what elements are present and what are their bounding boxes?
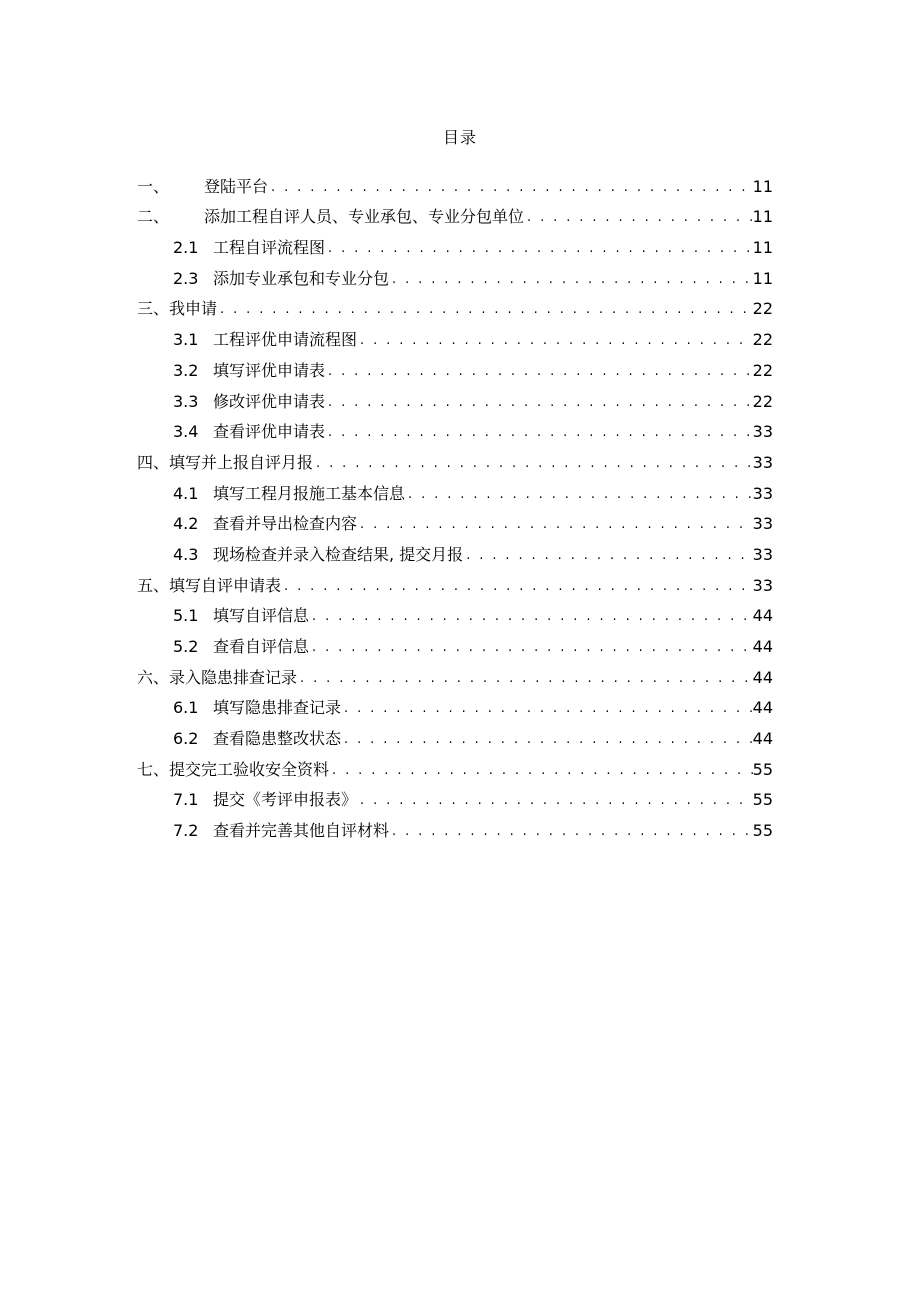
toc-entry-number: 七、 — [137, 759, 170, 779]
toc-entry-number: 3.2 — [173, 360, 199, 380]
toc-entry[interactable] — [137, 383, 773, 414]
toc-entry-label: 添加工程自评人员、专业承包、专业分包单位 — [204, 207, 525, 227]
toc-entry-label: 查看并导出检查内容 — [213, 514, 358, 534]
toc-entry[interactable] — [137, 199, 773, 230]
toc-entry-number: 5.1 — [173, 606, 199, 626]
toc-entry-label: 填写隐患排查记录 — [213, 698, 342, 718]
toc-dot-leader — [325, 361, 753, 383]
toc-entry[interactable] — [137, 782, 773, 813]
toc-dot-leader — [405, 484, 753, 506]
toc-entry[interactable] — [137, 321, 773, 352]
toc-entry-number: 五、 — [137, 575, 170, 595]
toc-entry-page-number: 22 — [752, 360, 773, 380]
toc-entry-label: 修改评优申请表 — [213, 391, 326, 411]
toc-entry-label: 查看评优申请表 — [213, 422, 326, 442]
toc-dot-leader — [357, 330, 753, 352]
toc-dot-leader — [341, 729, 753, 751]
toc-dot-leader — [309, 637, 753, 659]
toc-entry-page-number: 55 — [752, 790, 773, 810]
toc-entry-number: 3.4 — [173, 422, 199, 442]
toc-dot-leader — [313, 453, 753, 475]
toc-entry-page-number: 33 — [752, 544, 773, 564]
toc-entry-label: 查看隐患整改状态 — [213, 729, 342, 749]
toc-entry[interactable] — [137, 598, 773, 629]
toc-entry-number: 四、 — [137, 452, 170, 472]
toc-entry-page-number: 11 — [752, 268, 773, 288]
toc-entry-number: 5.2 — [173, 637, 199, 656]
toc-dot-leader — [297, 668, 753, 690]
toc-entry[interactable] — [137, 536, 773, 567]
toc-entry-number: 2.1 — [173, 238, 199, 258]
toc-entry[interactable] — [137, 690, 773, 721]
toc-entry-page-number: 44 — [752, 637, 773, 656]
toc-dot-leader — [389, 821, 753, 843]
toc-entry-page-number: 33 — [752, 514, 773, 534]
toc-dot-leader — [281, 576, 753, 598]
toc-entry-page-number: 22 — [752, 330, 773, 350]
toc-entry-label: 查看自评信息 — [213, 637, 310, 656]
toc-dot-leader — [325, 392, 753, 414]
toc-entry[interactable] — [137, 812, 773, 843]
toc-entry[interactable] — [137, 720, 773, 751]
toc-entry-page-number: 44 — [752, 698, 773, 718]
toc-entry[interactable] — [137, 628, 773, 659]
toc-entry-label: 我申请 — [169, 299, 218, 319]
toc-dot-leader — [217, 299, 753, 321]
toc-entry[interactable] — [137, 659, 773, 690]
toc-entry-page-number: 22 — [752, 391, 773, 411]
toc-dot-leader — [309, 606, 753, 628]
toc-entry-number: 4.3 — [173, 544, 199, 564]
toc-entry-page-number: 33 — [752, 483, 773, 503]
toc-entry-page-number: 33 — [752, 452, 773, 472]
toc-entry-page-number: 11 — [752, 207, 773, 227]
toc-entry-page-number: 33 — [752, 575, 773, 595]
toc-dot-leader — [463, 545, 752, 567]
toc-entry-page-number: 33 — [752, 422, 773, 442]
toc-entry-page-number: 44 — [752, 606, 773, 626]
toc-entry[interactable] — [137, 444, 773, 475]
toc-dot-leader — [524, 207, 753, 229]
toc-entry-number: 二、 — [137, 207, 170, 227]
toc-dot-leader — [268, 177, 753, 199]
toc-entry-label: 提交《考评申报表》 — [213, 790, 358, 810]
toc-entry[interactable] — [137, 291, 773, 322]
toc-entry-label: 工程自评流程图 — [213, 238, 326, 258]
toc-entry-number: 7.2 — [173, 821, 199, 841]
toc-entry[interactable] — [137, 475, 773, 506]
toc-entry-number: 7.1 — [173, 790, 199, 810]
toc-entry[interactable] — [137, 751, 773, 782]
toc-entry-label: 录入隐患排查记录 — [169, 667, 298, 687]
toc-entry-label: 工程评优申请流程图 — [213, 330, 358, 350]
toc-entry-number: 三、 — [137, 299, 170, 319]
toc-entry[interactable] — [137, 168, 773, 199]
toc-dot-leader — [357, 514, 753, 536]
toc-entry-number: 6.2 — [173, 729, 199, 749]
toc-dot-leader — [325, 422, 753, 444]
toc-entry-number: 4.1 — [173, 483, 199, 503]
toc-entry-label: 填写并上报自评月报 — [169, 452, 314, 472]
toc-entry-label: 填写自评申请表 — [169, 575, 282, 595]
toc-entry-label: 填写工程月报施工基本信息 — [213, 483, 406, 503]
toc-entry[interactable] — [137, 414, 773, 445]
toc-entry[interactable] — [137, 352, 773, 383]
toc-entry-label: 提交完工验收安全资料 — [169, 759, 330, 779]
toc-entry-number: 六、 — [137, 667, 170, 687]
toc-entry-number: 4.2 — [173, 514, 199, 534]
toc-entry-page-number: 11 — [752, 238, 773, 258]
toc-entry[interactable] — [137, 506, 773, 537]
toc-entry-page-number: 11 — [752, 176, 773, 196]
toc-entry[interactable] — [137, 567, 773, 598]
table-of-contents — [137, 168, 773, 843]
toc-entry-page-number: 44 — [752, 667, 773, 687]
toc-entry-label: 查看并完善其他自评材料 — [213, 821, 390, 841]
toc-entry-page-number: 22 — [752, 299, 773, 319]
toc-dot-leader — [325, 238, 753, 260]
toc-dot-leader — [357, 790, 753, 812]
toc-dot-leader — [329, 760, 753, 782]
toc-entry[interactable] — [137, 260, 773, 291]
toc-entry-page-number: 55 — [752, 759, 773, 779]
toc-entry-page-number: 55 — [752, 821, 773, 841]
toc-entry-label: 填写评优申请表 — [213, 360, 326, 380]
toc-entry-label: 添加专业承包和专业分包 — [213, 268, 390, 288]
toc-dot-leader — [389, 269, 753, 291]
toc-title: 目录 — [442, 128, 477, 147]
toc-entry-number: 3.1 — [173, 330, 199, 350]
toc-entry-label: 登陆平台 — [204, 176, 269, 196]
toc-entry-number: 2.3 — [173, 268, 199, 288]
toc-entry-number: 6.1 — [173, 698, 199, 718]
toc-entry-page-number: 44 — [752, 729, 773, 749]
toc-entry-number: 一、 — [137, 176, 170, 196]
toc-dot-leader — [341, 698, 753, 720]
toc-entry-number: 3.3 — [173, 391, 199, 411]
toc-entry-label: 填写自评信息 — [213, 606, 310, 626]
toc-entry-label: 现场检查并录入检查结果, 提交月报 — [213, 544, 464, 564]
toc-entry[interactable] — [137, 229, 773, 260]
